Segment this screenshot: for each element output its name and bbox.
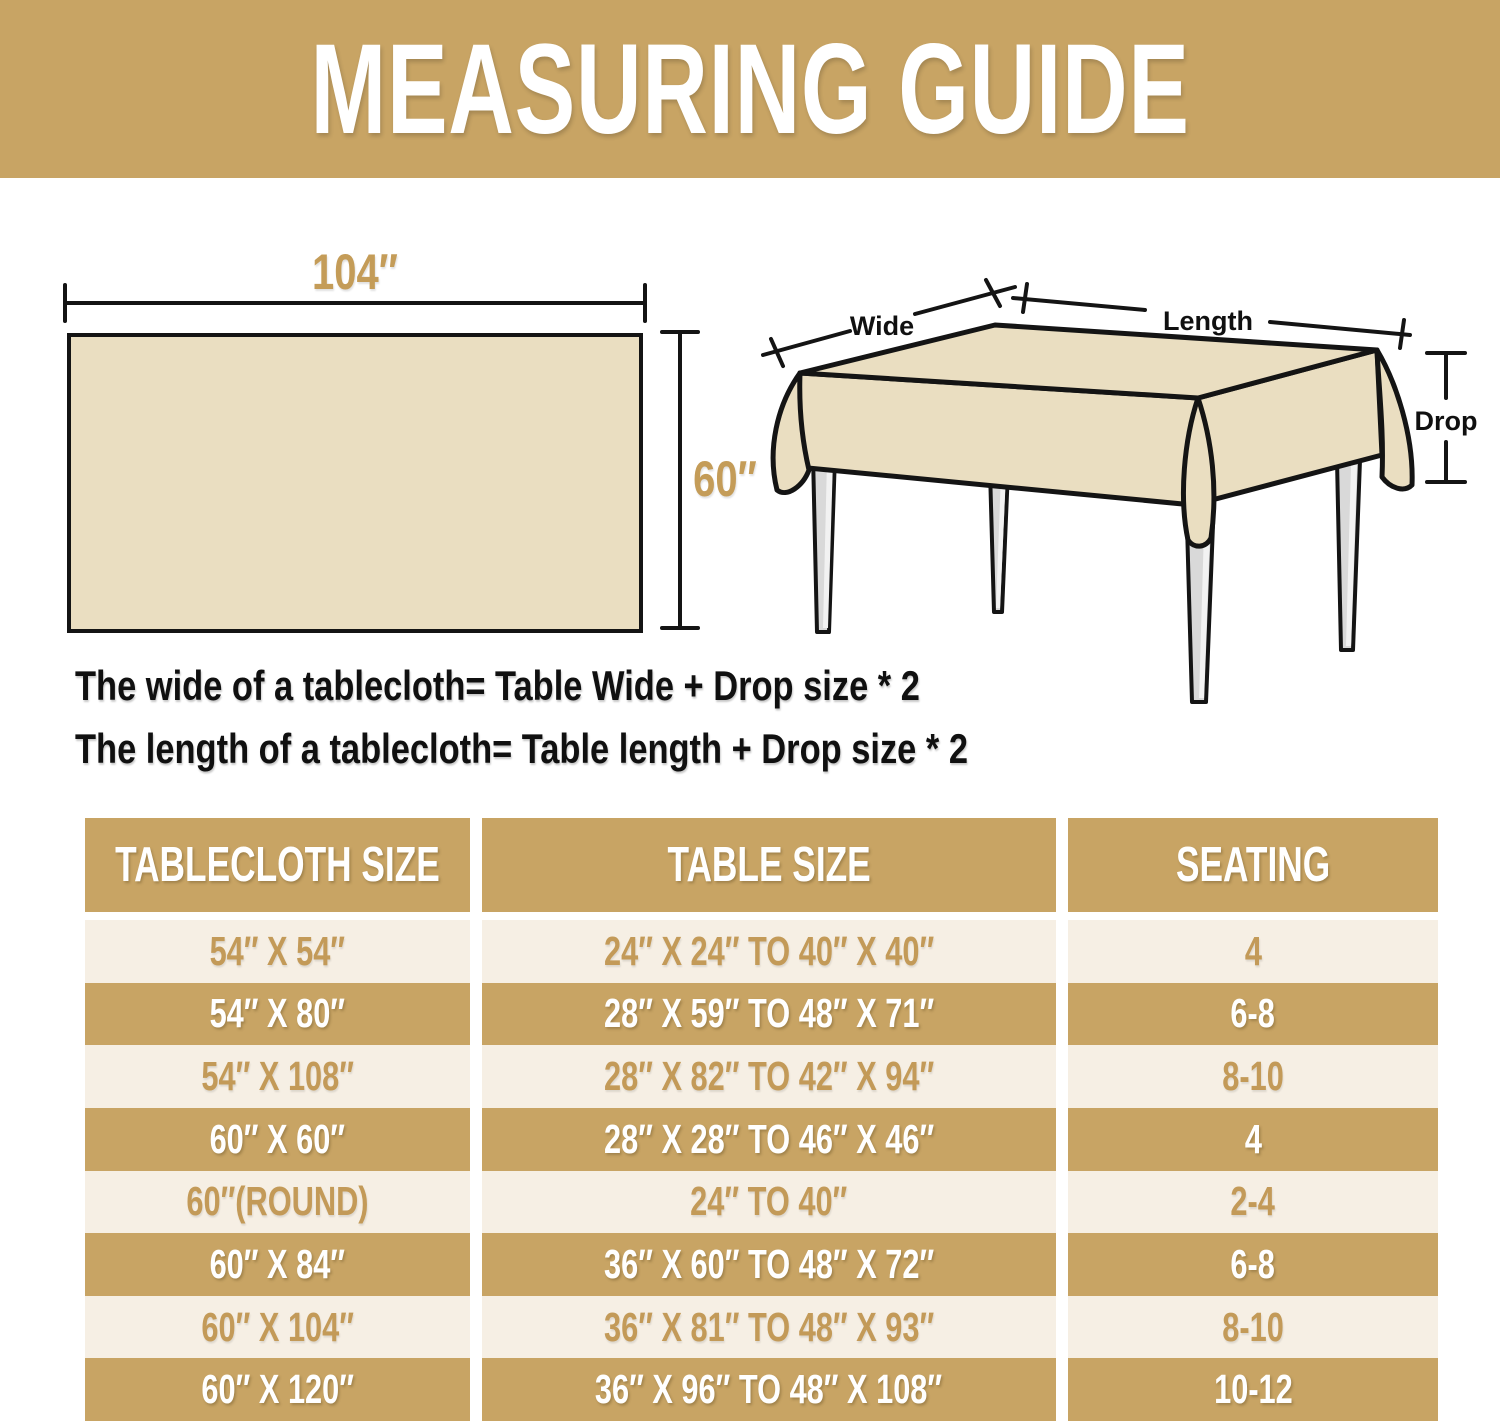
table-illustration bbox=[755, 240, 1500, 710]
size-table-body bbox=[85, 920, 1438, 1421]
wide-formula: The wide of a tablecloth= Table Wide + Drop size * 2 bbox=[75, 662, 920, 709]
table-row: 10-12 bbox=[1068, 1358, 1438, 1421]
length-label: Length bbox=[1163, 306, 1253, 336]
table-row: 24″ X 24″ TO 40″ X 40″ bbox=[482, 920, 1056, 983]
table-row: 60″ X 60″ bbox=[85, 1108, 470, 1171]
size-table bbox=[85, 818, 1438, 1421]
table-row: 54″ X 108″ bbox=[85, 1045, 470, 1108]
table-row: 60″ X 84″ bbox=[85, 1233, 470, 1296]
wide-label: Wide bbox=[849, 311, 915, 341]
table-row: 60″ X 120″ bbox=[85, 1358, 470, 1421]
horizontal-dimension-line bbox=[58, 283, 652, 323]
tablecloth-height-dimension-label: 60″ bbox=[693, 451, 757, 507]
table-row: 60″(ROUND) bbox=[85, 1171, 470, 1234]
table-row: 28″ X 82″ TO 42″ X 94″ bbox=[482, 1045, 1056, 1108]
table-row: 60″ X 104″ bbox=[85, 1296, 470, 1359]
tablecloth-width-dimension-label: 104″ bbox=[312, 244, 398, 300]
header-tablecloth-size: TABLECLOTH SIZE bbox=[85, 818, 470, 912]
table-row: 24″ TO 40″ bbox=[482, 1171, 1056, 1234]
table-row: 54″ X 54″ bbox=[85, 920, 470, 983]
table-row: 36″ X 60″ TO 48″ X 72″ bbox=[482, 1233, 1056, 1296]
table-row: 8-10 bbox=[1068, 1045, 1438, 1108]
table-row: 28″ X 59″ TO 48″ X 71″ bbox=[482, 983, 1056, 1046]
page-title: MEASURING GUIDE bbox=[310, 17, 1190, 161]
header-seating: SEATING bbox=[1068, 818, 1438, 912]
table-row: 2-4 bbox=[1068, 1171, 1438, 1234]
length-formula: The length of a tablecloth= Table length + Drop size * 2 bbox=[75, 725, 969, 772]
table-row: 4 bbox=[1068, 1108, 1438, 1171]
table-row: 36″ X 96″ TO 48″ X 108″ bbox=[482, 1358, 1056, 1421]
table-row: 28″ X 28″ TO 46″ X 46″ bbox=[482, 1108, 1056, 1171]
drop-label: Drop bbox=[1414, 406, 1478, 436]
table-row: 4 bbox=[1068, 920, 1438, 983]
header-banner bbox=[0, 0, 1500, 178]
size-table-header-row bbox=[85, 818, 1438, 912]
tablecloth-top-view bbox=[67, 333, 643, 633]
table-row: 8-10 bbox=[1068, 1296, 1438, 1359]
header-table-size: TABLE SIZE bbox=[482, 818, 1056, 912]
table-row: 6-8 bbox=[1068, 983, 1438, 1046]
tablecloth-drape bbox=[773, 325, 1412, 546]
table-row: 36″ X 81″ TO 48″ X 93″ bbox=[482, 1296, 1056, 1359]
table-row: 6-8 bbox=[1068, 1233, 1438, 1296]
table-row: 54″ X 80″ bbox=[85, 983, 470, 1046]
